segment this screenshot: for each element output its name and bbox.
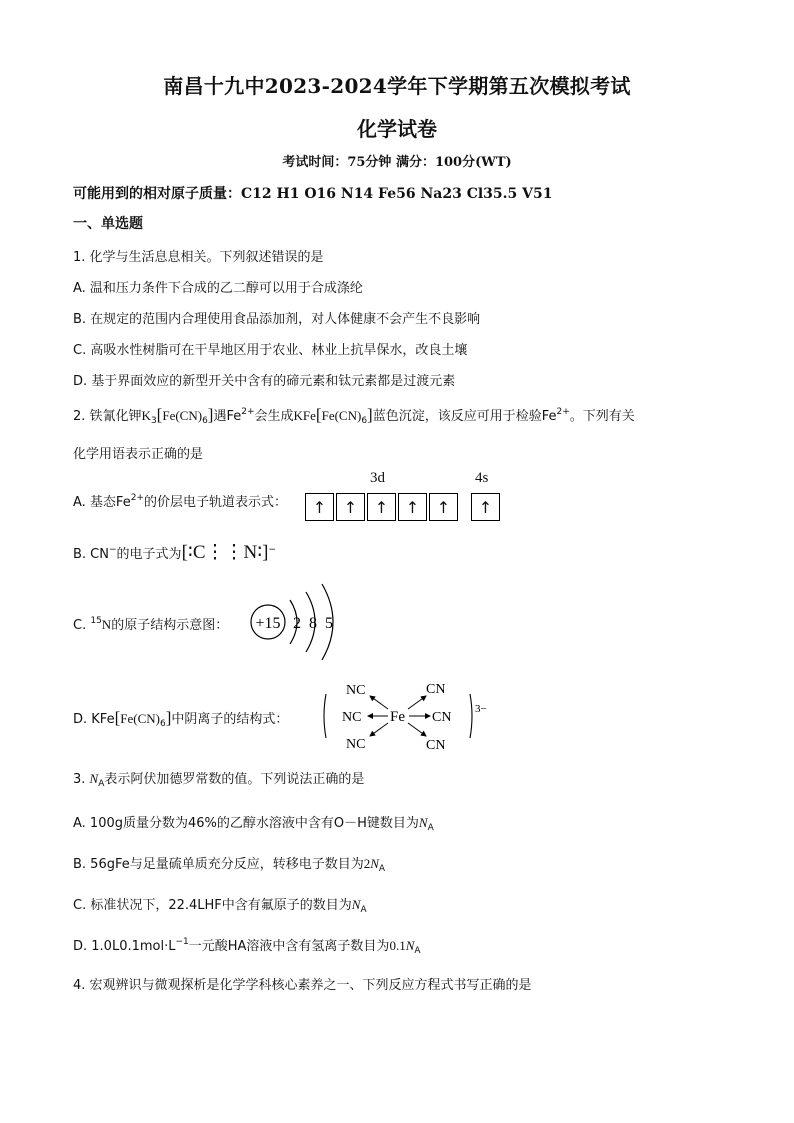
q1-option-c: C. 高吸水性树脂可在干旱地区用于农业、林业上抗旱保水，改良土壤 [73,343,468,358]
orbital-3d-2: ↑ [336,493,365,521]
label-3d: 3d [370,470,385,486]
ligand-cn-mid: CN [432,710,452,725]
q2-option-b: B. CN−的电子式为[∶C⋮⋮N∶]− [73,542,277,563]
ligand-nc-bottom: NC [346,737,366,752]
q3-option-d: D. $1.0L0.1mol\cdot L^{-1}$一元酸HA溶液中含有氢离子数目为$0.1N_A$ [73,937,421,956]
bracket-left [324,694,326,738]
q2-option-d: D. $KFe[Fe(CN)_6]$中阴离子的结构式： [73,708,289,729]
nucleus-charge: +15 [255,615,281,632]
q3-option-b: B. 56gFe与足量硫单质充分反应，转移电子数目为$2N_A$ [73,856,386,874]
ligand-nc-top: NC [346,683,366,698]
ligand-cn-top: CN [426,682,446,697]
q3-option-a: A. 100g质量分数为46%的乙醇水溶液中含有O－H键数目为$N_A$ [73,815,434,833]
q2-stem: 2. 铁氰化钾$K_3[Fe(CN)_6]$遇$Fe^{2+}$会生成$KFe[Fe(CN)_6]$蓝色沉淀，该反应可用于检验$Fe^{2+}$。下列有关 [73,405,635,426]
anion-charge: 3− [475,703,487,715]
bond-nc-top [370,696,388,709]
label-4s: 4s [475,470,489,486]
q1-option-b: B. 在规定的范围内合理使用食品添加剂，对人体健康不会产生不良影响 [73,312,481,327]
ligand-cn-bottom: CN [426,738,446,753]
section-title: 一、单选题 [73,216,143,232]
bracket-right [470,694,472,738]
q3-option-c: C. 标准状况下，22.4LHF中含有氟原子的数目为$N_A$ [73,897,367,915]
exam-meta: 考试时间：75分钟 满分：100分(WT) [282,155,512,170]
bond-nc-bottom [370,723,388,736]
atomic-masses: 可能用到的相对原子质量：C12 H1 O16 N14 Fe56 Na23 Cl35.5 V51 [73,186,553,202]
q1-stem: 1. 化学与生活息息相关。下列叙述错误的是 [73,250,324,265]
orbital-3d-4: ↑ [398,493,427,521]
orbital-3d-3: ↑ [367,493,396,521]
q2-option-c: C. $^{15}$N的原子结构示意图： [73,616,229,633]
ligand-nc-mid: NC [342,710,362,725]
q1-option-d: D. 基于界面效应的新型开关中含有的碲元素和钛元素都是过渡元素 [73,374,456,389]
orbital-3d-1: ↑ [305,493,334,521]
q1-option-a: A. 温和压力条件下合成的乙二醇可以用于合成涤纶 [73,281,363,296]
anion-structure-diagram [322,672,492,760]
q3-stem: 3. $N_A$表示阿伏加德罗常数的值。下列说法正确的是 [73,771,365,789]
atom-structure-diagram [246,578,356,664]
iron-center: Fe [390,709,405,725]
q2-option-a: A. 基态$Fe^{2+}$的价层电子轨道表示式： [73,493,287,510]
bond-cn-bottom [408,723,426,736]
shell-electrons-2: 8 [309,615,317,632]
exam-subtitle: 化学试卷 [357,117,437,141]
shell-electrons-1: 2 [293,615,301,632]
cn-electron-formula: [∶C⋮⋮N∶] [181,542,269,563]
bond-cn-top [408,696,426,709]
q2-stem-line2: 化学用语表示正确的是 [73,447,204,462]
orbital-3d-5: ↑ [429,493,458,521]
orbital-4s: ↑ [471,493,500,521]
q4-stem: 4. 宏观辨识与微观探析是化学学科核心素养之一、下列反应方程式书写正确的是 [73,978,532,993]
exam-title: 南昌十九中2023-2024学年下学期第五次模拟考试 [163,74,631,98]
shell-electrons-3: 5 [325,615,333,632]
